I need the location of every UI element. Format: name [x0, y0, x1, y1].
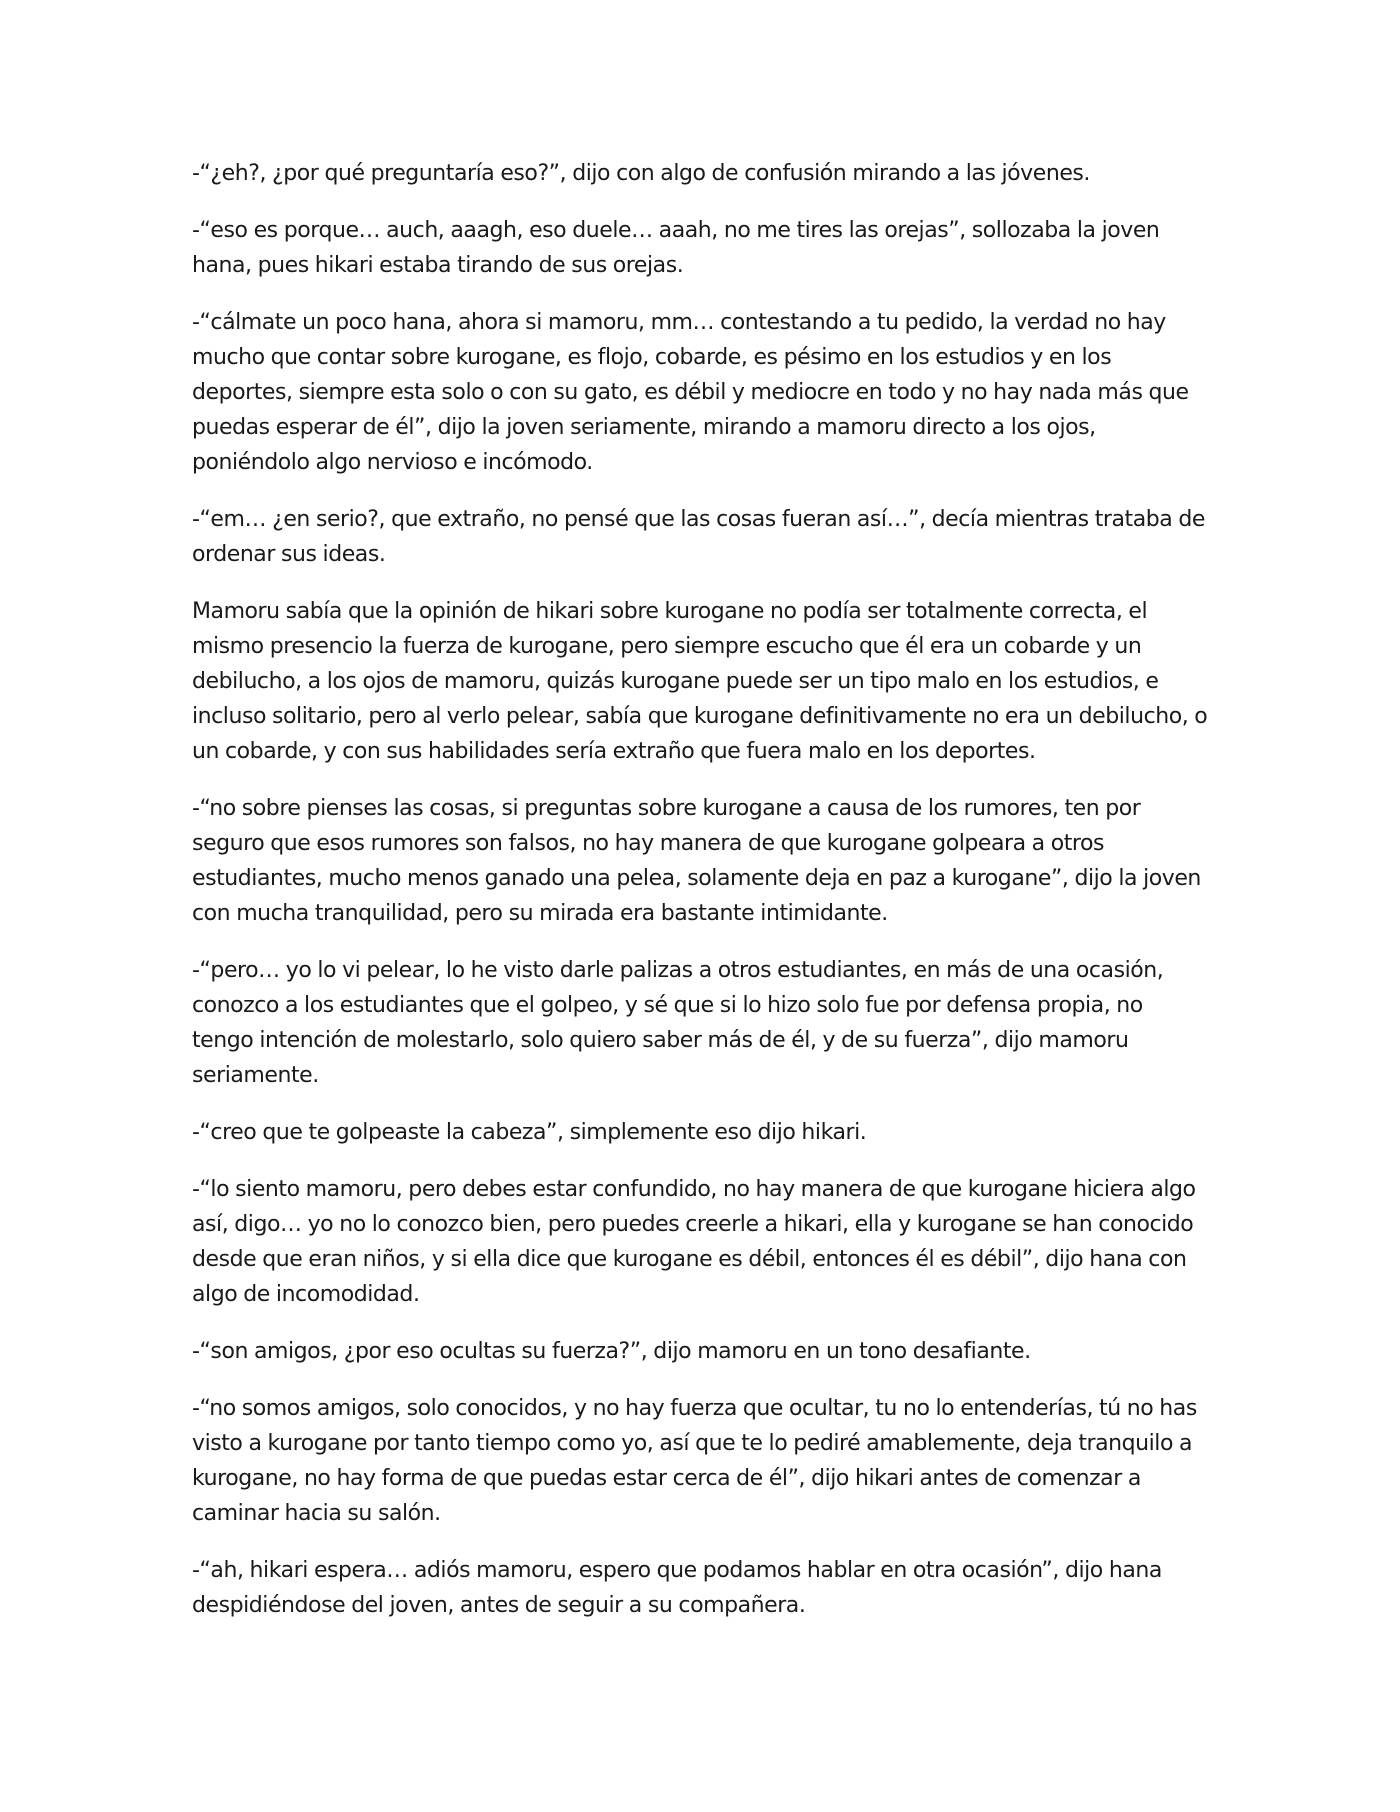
paragraph: -“em… ¿en serio?, que extraño, no pensé que las cosas fueran así…”, decía mientras trataba de ordenar sus ideas. — [192, 507, 1205, 567]
paragraph: Mamoru sabía que la opinión de hikari sobre kurogane no podía ser totalmente correcta, el mismo presencio la fuerza de kurogane, pero siempre escucho que él era un cobarde y un debilucho, a los ojos de mamoru, quizás kurogane puede ser un tipo malo en los estudios, e incluso solitario, pero al verlo pelear, sabía que kurogane definitivamente no era un debilucho, o un cobarde, y con sus habilidades sería extraño que fuera malo en los deportes. — [192, 599, 1208, 764]
paragraph: -“creo que te golpeaste la cabeza”, simplemente eso dijo hikari. — [192, 1120, 867, 1145]
paragraph: -“no sobre pienses las cosas, si preguntas sobre kurogane a causa de los rumores, ten por seguro que esos rumores son falsos, no hay manera de que kurogane golpeara a otros estudiantes, mucho menos ganado una pelea, solamente deja en paz a kurogane”, dijo la joven con mucha tranquilidad, pero su mirada era bastante intimidante. — [192, 796, 1201, 926]
paragraph: -“cálmate un poco hana, ahora si mamoru, mm… contestando a tu pedido, la verdad no hay mucho que contar sobre kurogane, es flojo, cobarde, es pésimo en los estudios y en los deportes, siempre esta solo o con su gato, es débil y mediocre en todo y no hay nada más que puedas esperar de él”, dijo la joven seriamente, mirando a mamoru directo a los ojos, poniéndolo algo nervioso e incómodo. — [192, 310, 1189, 475]
paragraph: -“¿eh?, ¿por qué preguntaría eso?”, dijo con algo de confusión mirando a las jóvenes. — [192, 161, 1090, 186]
paragraph: -“son amigos, ¿por eso ocultas su fuerza?”, dijo mamoru en un tono desafiante. — [192, 1339, 1031, 1364]
paragraph: -“no somos amigos, solo conocidos, y no hay fuerza que ocultar, tu no lo entenderías, tú no has visto a kurogane por tanto tiempo como yo, así que te lo pediré amablemente, deja tranquilo a kurogane, no hay forma de que puedas estar cerca de él”, dijo hikari antes de comenzar a caminar hacia su salón. — [192, 1396, 1197, 1526]
paragraph: -“ah, hikari espera… adiós mamoru, espero que podamos hablar en otra ocasión”, dijo hana despidiéndose del joven, antes de seguir a su compañera. — [192, 1558, 1162, 1618]
document-body — [192, 156, 1208, 1645]
paragraph: -“pero… yo lo vi pelear, lo he visto darle palizas a otros estudiantes, en más de una ocasión, conozco a los estudiantes que el golpeo, y sé que si lo hizo solo fue por defensa propia, no tengo intención de molestarlo, solo quiero saber más de él, y de su fuerza”, dijo mamoru seriamente. — [192, 958, 1164, 1088]
paragraph: -“eso es porque… auch, aaagh, eso duele… aaah, no me tires las orejas”, sollozaba la joven hana, pues hikari estaba tirando de sus orejas. — [192, 218, 1160, 278]
paragraph: -“lo siento mamoru, pero debes estar confundido, no hay manera de que kurogane hiciera algo así, digo… yo no lo conozco bien, pero puedes creerle a hikari, ella y kurogane se han conocido desde que eran niños, y si ella dice que kurogane es débil, entonces él es débil”, dijo hana con algo de incomodidad. — [192, 1177, 1196, 1307]
